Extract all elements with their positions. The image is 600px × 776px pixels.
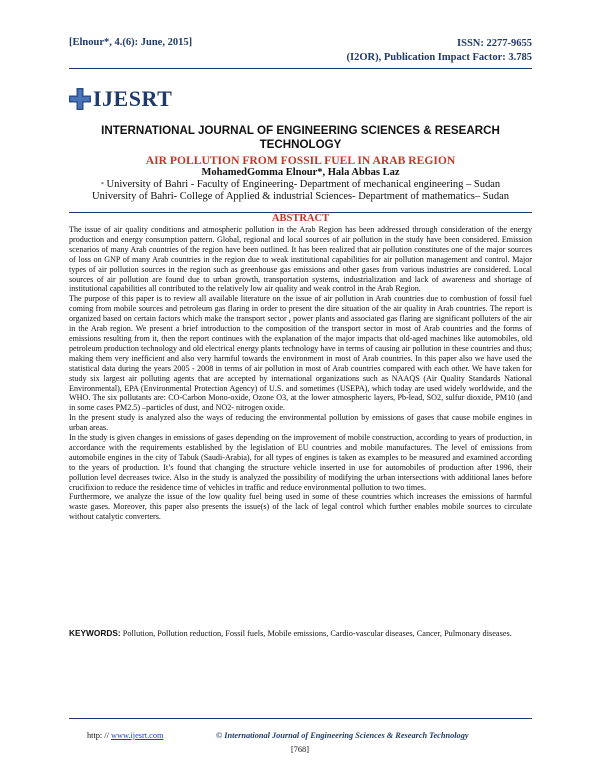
website-link[interactable]: www.ijesrt.com — [110, 731, 164, 740]
keywords-label: KEYWORDS: — [69, 628, 121, 638]
journal-logo — [69, 86, 172, 112]
paper-authors: MohamedGomma Elnour*, Hala Abbas Laz — [201, 167, 400, 178]
footer-url-prefix: http: // — [87, 731, 111, 740]
journal-name: INTERNATIONAL JOURNAL OF ENGINEERING SCIENCES & RESEARCH TECHNOLOGY — [101, 124, 500, 151]
abstract-paragraph: Furthermore, we analyze the issue of the low quality fuel being used in some of these countries which increases the emissions of harmful waste gases. Moreover, this paper also presents the issue(s) of the lack of legal control which further enables mobile sources to circulate without catalytic converters. — [69, 492, 532, 522]
affiliation-1 — [69, 179, 532, 191]
header-citation: [Elnour*, 4.(6): June, 2015] — [69, 37, 193, 48]
abstract-paragraph: In the present study is analyzed also the ways of reducing the environmental pollution by emissions of gases that cause mobile engines in urban areas. — [69, 413, 532, 433]
abstract-paragraph: The purpose of this paper is to review all available literature on the issue of air pollution in Arab countries due to combustion of fossil fuel coming from mobile sources and petroleum gas flaring in order to present the dire situation of the air quality in Arab countries. The report is organized based on certain factors which make the transport sector , power plants and associated gas flaring are significant polluters of the air in the Arab region. We present a brief introduction to the composition of the transport sector in most of Arab countries and the forms of emissions resulting from it, then the report continues with the explanation of the major impacts that old-aged machines like automobiles, old petroleum production technology and old electrical energy plants technology have in terms of causing air pollution in these countries and thus; making them very inefficient and also very harmful towards the environment in most of Arab countries. In this paper also we have used the statistical data during the years 2005 - 2008 in terms of air pollution in most of Arab countries compared with each other. We have taken for study six largest air polluting agents that are accepted by international organizations such as NAAQS (Air Quality Standards National Environmental), EPA (Environmental Protection Agency) of U.S. and sometimes (USEPA), which today are used widely worldwide, and the WHO. The six pollutants are: CO-Carbon Mono-oxide, Ozone O3, at the lower atmospheric layers, Pb-lead, SO2, sulfur dioxide, PM10 (and in some cases PM2.5) –particles of dust, and NO2- nitrogen oxide. — [69, 294, 532, 413]
keywords-text: Pollution, Pollution reduction, Fossil fuels, Mobile emissions, Cardio-vascular diseases, Cancer, Pulmonary diseases. — [120, 629, 512, 638]
abstract-heading: ABSTRACT — [271, 213, 330, 224]
footer-url — [87, 731, 163, 740]
logo-text: IJESRT — [93, 86, 173, 111]
abstract-paragraph: The issue of air quality conditions and atmospheric pollution in the Arab Region has been addressed through consideration of the energy production and energy consumption pattern. Global, regional and local sources of air pollution in the study have been considered. Emission scenarios of many Arab countries of the region have been outlined. It has been realized that air pollution constitutes one of the major sources of loss on GNP of many Arab countries in the region due to weak institutional capabilities for air pollution management and control. Major types of air pollution sources in the region such as greenhouse gas emissions and other gases from various industries are considered. Local sources of air pollution are found due to urban growth, transportation systems, industrialization and lack of awareness and shortage of institutional capabilities all contributed to the relatively low air quality and weak control in the Arab Region. — [69, 225, 532, 294]
keywords — [69, 628, 532, 640]
plus-cross-icon — [69, 88, 91, 110]
header-issn: ISSN: 2277-9655 — [457, 38, 532, 49]
header-rule — [69, 68, 532, 69]
abstract-body — [69, 225, 532, 522]
page-number: [768] — [291, 745, 309, 754]
affiliation-1-text: University of Bahri - Faculty of Engineering- Department of mechanical engineering – Sudan — [106, 179, 501, 190]
affiliations — [69, 179, 532, 203]
footer-copyright: © International Journal of Engineering Sciences & Research Technology — [216, 731, 469, 740]
header-issn-block — [347, 37, 532, 65]
abstract-paragraph: In the study is given changes in emissions of gases depending on the improvement of mobile construction, according to years of production, in accordance with the requirements established by the legislation of EU countries and mobile manufactures. The level of emissions from automobile engines in the city of Tabuk (Saudi-Arabia), for all types of engines is taken as examples to be measured and examined according to the years of production. It’s found that changing the structure vehicle inserted in use for automobiles of production after 1996, their pollution level decreases twice. Also in the study is analyzed the possibility of modifying the urban intersections with additional lanes before crucifixion to reduce the residence time of vehicles in traffic and reduce environmental pollution to two times. — [69, 433, 532, 492]
paper-title: AIR POLLUTION FROM FOSSIL FUEL IN ARAB REGION — [145, 154, 456, 167]
affiliation-marker: * — [100, 182, 104, 188]
affiliation-2: University of Bahri- College of Applied & industrial Sciences- Department of mathematics– Sudan — [92, 191, 509, 202]
footer-rule — [69, 718, 532, 719]
header-impact-factor: (I2OR), Publication Impact Factor: 3.785 — [346, 52, 532, 63]
